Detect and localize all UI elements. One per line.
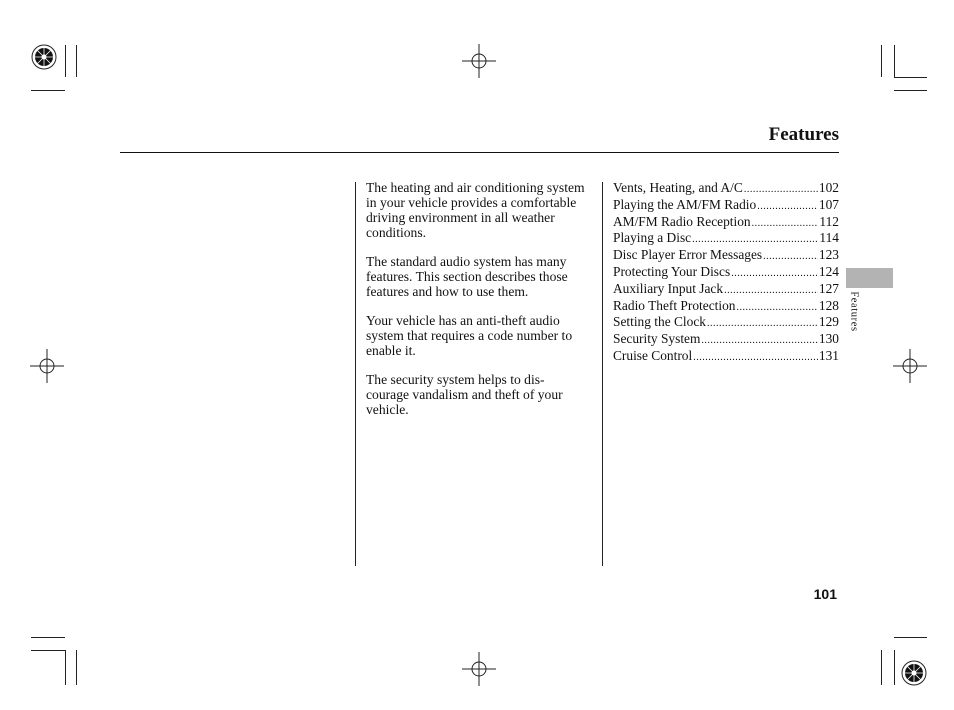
toc-item-page: 112: [819, 213, 839, 229]
toc-item[interactable]: [613, 198, 839, 215]
leader-dots: [731, 267, 818, 282]
toc-item[interactable]: [613, 299, 839, 316]
toc-item-page: 127: [818, 280, 839, 296]
toc-item[interactable]: [613, 315, 839, 332]
leader-dots: [757, 200, 818, 215]
table-of-contents: [613, 181, 839, 366]
intro-paragraph: The standard audio system has many features. This section describes those features and how to use them.: [366, 254, 568, 299]
column-divider-left: [355, 182, 356, 566]
intro-paragraph: Your vehicle has an anti-theft audio system that requires a code number to enable it.: [366, 313, 573, 358]
leader-dots: [736, 301, 817, 316]
toc-item-page: 128: [818, 297, 839, 313]
toc-item-page: 123: [818, 247, 839, 263]
toc-item-label: AM/FM Radio Reception: [613, 213, 751, 229]
toc-item-page: 124: [818, 263, 839, 279]
page-number: 101: [813, 586, 837, 602]
toc-item[interactable]: [613, 282, 839, 299]
toc-item[interactable]: [613, 231, 839, 248]
toc-item-label: Playing the AM/FM Radio: [613, 196, 757, 212]
toc-item[interactable]: [613, 265, 839, 282]
column-divider-right: [602, 182, 603, 566]
title-rule: [120, 152, 839, 153]
intro-paragraph: The heating and air conditioning system in your vehicle provides a comfortable driving environment in all weather conditions.: [366, 180, 585, 240]
leader-dots: [707, 317, 818, 332]
leader-dots: [724, 284, 818, 299]
leader-dots: [692, 233, 818, 248]
leader-dots: [701, 334, 818, 349]
toc-item[interactable]: [613, 215, 839, 232]
toc-item-label: Setting the Clock: [613, 314, 706, 330]
leader-dots: [752, 217, 819, 232]
leader-dots: [763, 250, 818, 265]
toc-item-label: Cruise Control: [613, 347, 693, 363]
intro-paragraph: The security system helps to dis- courage vandalism and theft of your vehicle.: [366, 372, 563, 417]
toc-item[interactable]: [613, 349, 839, 366]
toc-item[interactable]: [613, 248, 839, 265]
toc-item[interactable]: [613, 332, 839, 349]
toc-item-label: Protecting Your Discs: [613, 263, 731, 279]
intro-text: [366, 180, 590, 431]
toc-item-page: 129: [818, 314, 839, 330]
toc-item-page: 102: [818, 180, 839, 195]
toc-item-label: Playing a Disc: [613, 230, 692, 246]
toc-item-label: Vents, Heating, and A/C: [613, 180, 743, 195]
toc-item-label: Auxiliary Input Jack: [613, 280, 724, 296]
section-tab-label: Features: [848, 291, 860, 332]
toc-item-page: 114: [819, 230, 839, 246]
toc-item[interactable]: [613, 181, 839, 198]
page-title: Features: [768, 124, 839, 145]
toc-item-page: 130: [818, 331, 839, 347]
toc-item-page: 107: [818, 196, 839, 212]
leader-dots: [693, 351, 818, 366]
toc-item-label: Radio Theft Protection: [613, 297, 736, 313]
leader-dots: [744, 183, 818, 198]
toc-item-page: 131: [818, 347, 839, 363]
toc-item-label: Security System: [613, 331, 701, 347]
toc-item-label: Disc Player Error Messages: [613, 247, 763, 263]
